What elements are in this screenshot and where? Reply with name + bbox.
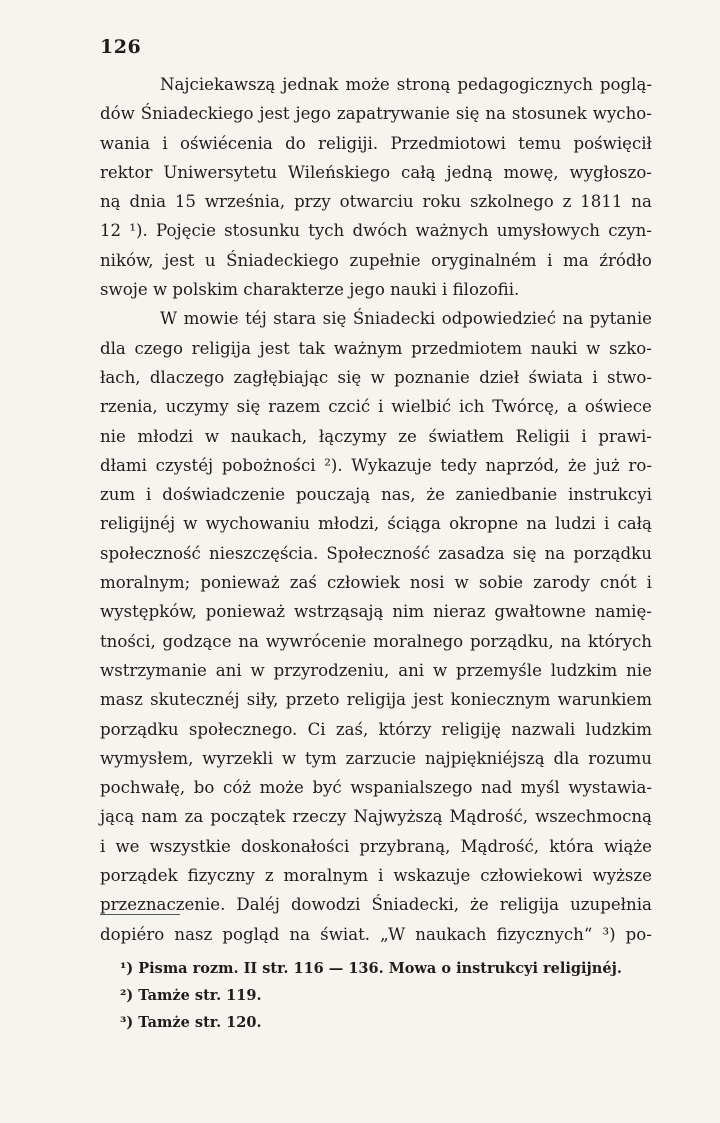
text-line: rektor Uniwersytetu Wileńskiego całą jedną mowę, wygłoszo- (100, 162, 652, 182)
footnote: ²) Tamże str. 119. (120, 987, 262, 1004)
text-line: porządku społecznego. Ci zaś, którzy religiję nazwali ludzkim (100, 719, 652, 739)
text-line: przeznaczenie. Daléj dowodzi Śniadecki, że religija uzupełnia (100, 895, 652, 915)
body-text (100, 70, 652, 949)
footnote: ³) Tamże str. 120. (120, 1014, 262, 1031)
text-line: wstrzymanie ani w przyrodzeniu, ani w przemyśle ludzkim nie (100, 660, 652, 680)
text-line: społeczność nieszczęścia. Społeczność zasadza się na porządku (100, 543, 652, 563)
text-line: wymysłem, wyrzekli w tym zarzucie najpiękniéjszą dla rozumu (100, 748, 652, 768)
footnote-rule (100, 914, 180, 915)
text-line: ników, jest u Śniadeckiego zupełnie oryginalném i ma źródło (100, 250, 652, 270)
text-line: W mowie téj stara się Śniadecki odpowiedzieć na pytanie (160, 309, 652, 329)
text-line: jącą nam za początek rzeczy Najwyższą Mądrość, wszechmocną (100, 807, 652, 827)
text-line: pochwałę, bo cóż może być wspanialszego nad myśl wystawia- (100, 778, 652, 798)
text-line: Najciekawszą jednak może stroną pedagogicznych poglą- (160, 75, 652, 94)
text-line: ną dnia 15 września, przy otwarciu roku szkolnego z 1811 na (100, 192, 652, 212)
text-line: swoje w polskim charakterze jego nauki i filozofii. (100, 280, 520, 300)
page-number: 126 (100, 36, 142, 58)
text-line: dla czego religija jest tak ważnym przedmiotem nauki w szko- (100, 338, 652, 358)
text-line: tności, godzące na wywrócenie moralnego porządku, na których (100, 631, 652, 651)
text-line: religijnéj w wychowaniu młodzi, ściąga okropne na ludzi i całą (100, 514, 652, 534)
text-line: i we wszystkie doskonałości przybraną, Mądrość, która wiąże (100, 836, 652, 856)
text-line: łach, dlaczego zagłębiając się w poznanie dzieł świata i stwo- (100, 367, 652, 387)
footnotes (120, 955, 622, 1036)
text-line: wania i oświécenia do religiji. Przedmiotowi temu poświęcił (100, 133, 652, 153)
text-line: dopiéro nasz pogląd na świat. „W naukach fizycznych“ ³) po- (100, 924, 652, 944)
text-line: porządek fizyczny z moralnym i wskazuje człowiekowi wyższe (100, 866, 652, 886)
text-line: zum i doświadczenie pouczają nas, że zaniedbanie instrukcyi (100, 485, 652, 505)
text-line: występków, ponieważ wstrząsają nim nieraz gwałtowne namię- (100, 602, 652, 622)
text-line: dłami czystéj pobożności ²). Wykazuje tedy naprzód, że już ro- (100, 455, 652, 475)
text-line: nie młodzi w naukach, łączymy ze światłem Religii i prawi- (100, 426, 652, 446)
footnote: ¹) Pisma rozm. II str. 116 — 136. Mowa o instrukcyi religijnéj. (120, 960, 622, 977)
text-line: 12 ¹). Pojęcie stosunku tych dwóch ważnych umysłowych czyn- (100, 221, 652, 241)
text-line: dów Śniadeckiego jest jego zapatrywanie się na stosunek wycho- (100, 104, 652, 124)
text-line: moralnym; ponieważ zaś człowiek nosi w sobie zarody cnót i (100, 573, 652, 593)
text-line: masz skutecznéj siły, przeto religija jest koniecznym warunkiem (100, 690, 652, 710)
text-line: rzenia, uczymy się razem czcić i wielbić ich Twórcę, a oświece (100, 397, 652, 417)
